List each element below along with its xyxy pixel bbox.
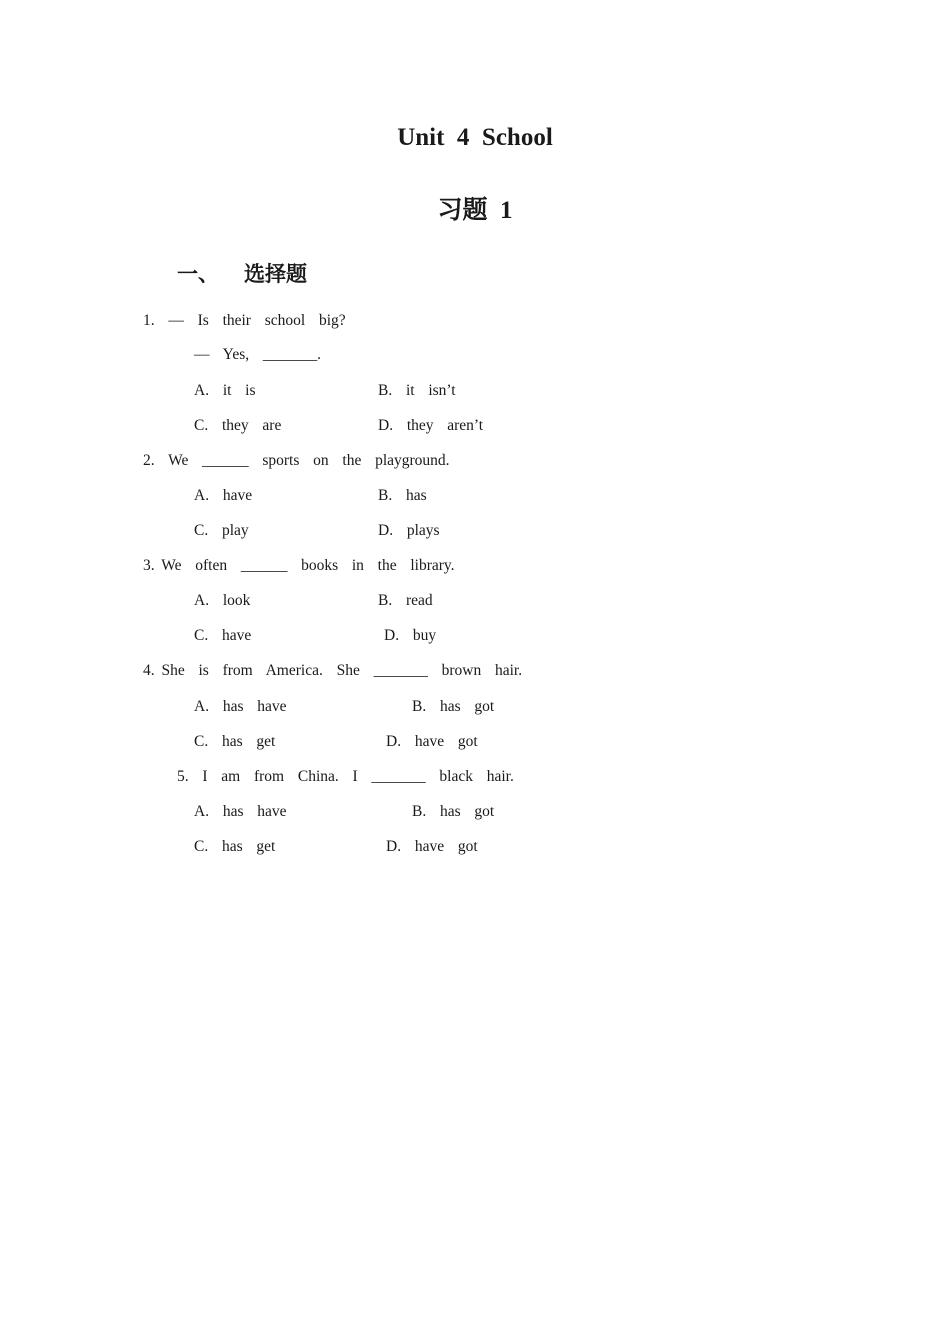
- option-d: D. have got: [386, 838, 478, 855]
- section-label: 选择题: [244, 262, 307, 286]
- option-c: C. has get: [194, 733, 276, 750]
- option-b: B. has got: [412, 803, 495, 820]
- option-c: C. play: [194, 522, 249, 539]
- option-a: A. has have: [194, 803, 287, 820]
- option-d: D. they aren’t: [378, 417, 484, 434]
- option-c: C. have: [194, 627, 252, 644]
- section-number: 一、: [177, 262, 219, 286]
- option-b: B. has got: [412, 698, 495, 715]
- page-title: Unit 4 School: [397, 124, 553, 151]
- option-d: D. plays: [378, 522, 440, 539]
- option-b: B. read: [378, 592, 433, 609]
- question-stem: 5. I am from China. I _______ black hair.: [177, 768, 514, 785]
- option-c: C. they are: [194, 417, 282, 434]
- option-b: B. has: [378, 487, 427, 504]
- page-subtitle: 习题 1: [437, 197, 513, 224]
- option-a: A. it is: [194, 382, 256, 399]
- option-d: D. buy: [384, 627, 437, 644]
- option-a: A. has have: [194, 698, 287, 715]
- option-a: A. have: [194, 487, 253, 504]
- option-d: D. have got: [386, 733, 478, 750]
- option-c: C. has get: [194, 838, 276, 855]
- question-stem: 4. She is from America. She _______ brown hair.: [143, 662, 523, 679]
- question-stem: 3. We often ______ books in the library.: [143, 557, 455, 574]
- question-answer-line: — Yes, _______.: [194, 346, 321, 363]
- question-stem: 2. We ______ sports on the playground.: [143, 452, 450, 469]
- option-b: B. it isn’t: [378, 382, 456, 399]
- question-stem: 1. — Is their school big?: [143, 312, 346, 329]
- option-a: A. look: [194, 592, 251, 609]
